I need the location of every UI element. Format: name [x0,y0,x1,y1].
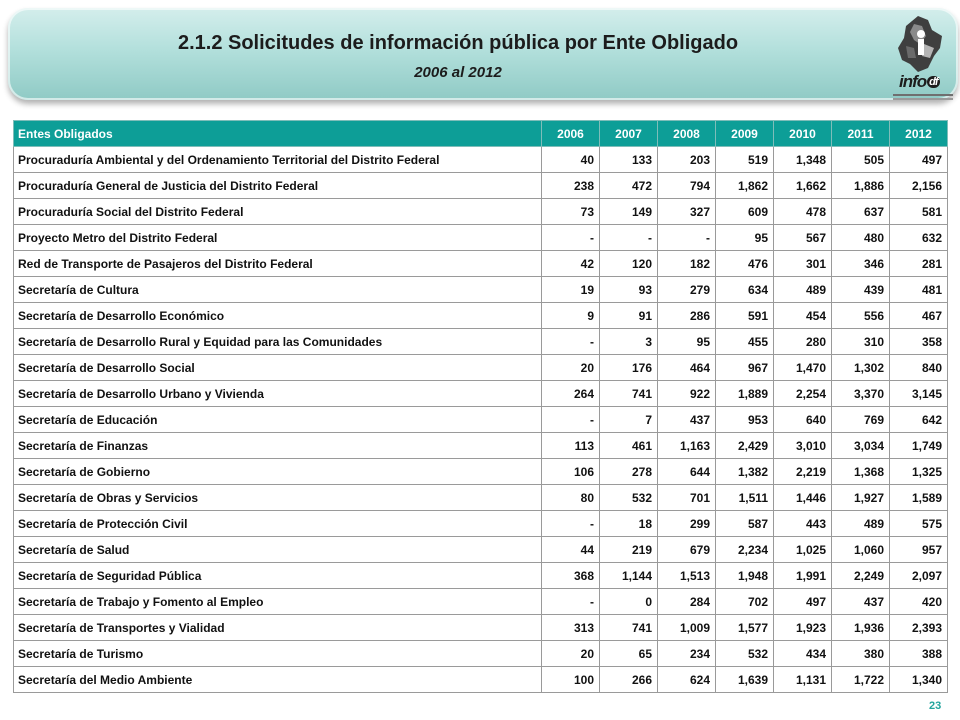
entity-name-cell: Red de Transporte de Pasajeros del Distrito Federal [14,251,542,277]
column-header-year: 2006 [542,121,600,147]
entity-name-cell: Secretaría de Desarrollo Social [14,355,542,381]
request-count-cell: 642 [890,407,948,433]
request-count-cell: 478 [774,199,832,225]
column-header-year: 2008 [658,121,716,147]
table-row [14,459,948,485]
request-count-cell: 286 [658,303,716,329]
entity-name-cell: Secretaría de Desarrollo Urbano y Vivienda [14,381,542,407]
entity-name-cell: Secretaría de Gobierno [14,459,542,485]
request-count-cell: 0 [600,589,658,615]
entity-name-cell: Secretaría de Finanzas [14,433,542,459]
table-row [14,615,948,641]
request-count-cell: 113 [542,433,600,459]
request-count-cell: - [658,225,716,251]
table-row [14,329,948,355]
request-count-cell: 176 [600,355,658,381]
request-count-cell: 2,097 [890,563,948,589]
table-row [14,199,948,225]
request-count-cell: 1,163 [658,433,716,459]
requests-table [13,120,948,693]
request-count-cell: 443 [774,511,832,537]
request-count-cell: 967 [716,355,774,381]
request-count-cell: 769 [832,407,890,433]
title-banner [8,8,958,100]
request-count-cell: 327 [658,199,716,225]
request-count-cell: 519 [716,147,774,173]
request-count-cell: 532 [600,485,658,511]
request-count-cell: 1,144 [600,563,658,589]
table-row [14,563,948,589]
request-count-cell: 266 [600,667,658,693]
table-row [14,303,948,329]
request-count-cell: 741 [600,381,658,407]
logo-tagline-lines [893,94,953,96]
request-count-cell: 313 [542,615,600,641]
request-count-cell: 575 [890,511,948,537]
request-count-cell: 1,382 [716,459,774,485]
request-count-cell: 120 [600,251,658,277]
table-row [14,511,948,537]
logo-wordmark: info df [899,72,938,91]
request-count-cell: 467 [890,303,948,329]
entity-name-cell: Procuraduría Social del Distrito Federal [14,199,542,225]
table-row [14,667,948,693]
request-count-cell: 346 [832,251,890,277]
table-row [14,147,948,173]
request-count-cell: 1,948 [716,563,774,589]
request-count-cell: 3,010 [774,433,832,459]
request-count-cell: 556 [832,303,890,329]
request-count-cell: 489 [774,277,832,303]
entity-name-cell: Secretaría de Educación [14,407,542,433]
request-count-cell: 93 [600,277,658,303]
request-count-cell: 133 [600,147,658,173]
table-row [14,355,948,381]
table-header-row [14,121,948,147]
request-count-cell: 439 [832,277,890,303]
request-count-cell: 80 [542,485,600,511]
entity-name-cell: Secretaría de Obras y Servicios [14,485,542,511]
request-count-cell: 2,156 [890,173,948,199]
request-count-cell: 840 [890,355,948,381]
request-count-cell: 1,302 [832,355,890,381]
infodf-logo [884,14,958,104]
request-count-cell: 2,219 [774,459,832,485]
request-count-cell: 587 [716,511,774,537]
request-count-cell: 40 [542,147,600,173]
request-count-cell: 3,034 [832,433,890,459]
request-count-cell: 1,513 [658,563,716,589]
request-count-cell: 461 [600,433,658,459]
request-count-cell: 1,060 [832,537,890,563]
request-count-cell: 1,589 [890,485,948,511]
table-body [14,147,948,693]
request-count-cell: 1,639 [716,667,774,693]
request-count-cell: 1,131 [774,667,832,693]
entity-name-cell: Procuraduría Ambiental y del Ordenamiento Territorial del Distrito Federal [14,147,542,173]
request-count-cell: 1,446 [774,485,832,511]
request-count-cell: 1,511 [716,485,774,511]
request-count-cell: 1,991 [774,563,832,589]
table-row [14,537,948,563]
request-count-cell: 624 [658,667,716,693]
request-count-cell: 476 [716,251,774,277]
request-count-cell: 637 [832,199,890,225]
page-subtitle: 2006 al 2012 [414,64,502,81]
entity-name-cell: Proyecto Metro del Distrito Federal [14,225,542,251]
page-title: 2.1.2 Solicitudes de información pública por Ente Obligado [177,32,739,54]
table-row [14,485,948,511]
request-count-cell: 489 [832,511,890,537]
request-count-cell: - [542,589,600,615]
request-count-cell: 2,429 [716,433,774,459]
column-header-year: 2011 [832,121,890,147]
request-count-cell: 2,234 [716,537,774,563]
request-count-cell: 1,936 [832,615,890,641]
request-count-cell: 567 [774,225,832,251]
request-count-cell: 632 [890,225,948,251]
request-count-cell: 1,368 [832,459,890,485]
request-count-cell: 1,025 [774,537,832,563]
table-row [14,173,948,199]
request-count-cell: - [542,407,600,433]
request-count-cell: 238 [542,173,600,199]
request-count-cell: 1,470 [774,355,832,381]
request-count-cell: 3 [600,329,658,355]
request-count-cell: 3,145 [890,381,948,407]
request-count-cell: 301 [774,251,832,277]
entity-name-cell: Secretaría de Desarrollo Económico [14,303,542,329]
request-count-cell: 794 [658,173,716,199]
request-count-cell: 480 [832,225,890,251]
request-count-cell: - [542,329,600,355]
request-count-cell: 95 [658,329,716,355]
request-count-cell: 299 [658,511,716,537]
request-count-cell: 95 [716,225,774,251]
request-count-cell: 472 [600,173,658,199]
request-count-cell: 2,393 [890,615,948,641]
request-count-cell: 1,923 [774,615,832,641]
request-count-cell: 420 [890,589,948,615]
request-count-cell: 368 [542,563,600,589]
request-count-cell: 1,577 [716,615,774,641]
request-count-cell: 388 [890,641,948,667]
request-count-cell: 741 [600,615,658,641]
request-count-cell: 279 [658,277,716,303]
request-count-cell: 1,340 [890,667,948,693]
request-count-cell: 437 [832,589,890,615]
request-count-cell: 20 [542,355,600,381]
request-count-cell: 497 [890,147,948,173]
column-header-year: 2007 [600,121,658,147]
request-count-cell: 591 [716,303,774,329]
entity-name-cell: Procuraduría General de Justicia del Distrito Federal [14,173,542,199]
request-count-cell: 640 [774,407,832,433]
page-number: 23 [929,700,942,712]
request-count-cell: - [542,511,600,537]
request-count-cell: 234 [658,641,716,667]
request-count-cell: 310 [832,329,890,355]
request-count-cell: 1,325 [890,459,948,485]
request-count-cell: 219 [600,537,658,563]
entity-name-cell: Secretaría de Turismo [14,641,542,667]
request-count-cell: 106 [542,459,600,485]
column-header-year: 2009 [716,121,774,147]
request-count-cell: 455 [716,329,774,355]
request-count-cell: 1,662 [774,173,832,199]
request-count-cell: 1,722 [832,667,890,693]
column-header-year: 2012 [890,121,948,147]
request-count-cell: 42 [542,251,600,277]
request-count-cell: 18 [600,511,658,537]
request-count-cell: 532 [716,641,774,667]
request-count-cell: 9 [542,303,600,329]
table-row [14,225,948,251]
request-count-cell: - [542,225,600,251]
request-count-cell: 380 [832,641,890,667]
table-row [14,407,948,433]
request-count-cell: 280 [774,329,832,355]
request-count-cell: 1,862 [716,173,774,199]
request-count-cell: - [600,225,658,251]
column-header-entity: Entes Obligados [14,121,542,147]
request-count-cell: 634 [716,277,774,303]
request-count-cell: 701 [658,485,716,511]
request-count-cell: 922 [658,381,716,407]
table-row [14,251,948,277]
request-count-cell: 100 [542,667,600,693]
request-count-cell: 203 [658,147,716,173]
table-row [14,641,948,667]
table-row [14,589,948,615]
request-count-cell: 73 [542,199,600,225]
request-count-cell: 497 [774,589,832,615]
request-count-cell: 644 [658,459,716,485]
request-count-cell: 281 [890,251,948,277]
request-count-cell: 481 [890,277,948,303]
request-count-cell: 454 [774,303,832,329]
request-count-cell: 434 [774,641,832,667]
request-count-cell: 149 [600,199,658,225]
request-count-cell: 182 [658,251,716,277]
request-count-cell: 702 [716,589,774,615]
request-count-cell: 1,009 [658,615,716,641]
request-count-cell: 278 [600,459,658,485]
request-count-cell: 464 [658,355,716,381]
request-count-cell: 505 [832,147,890,173]
entity-name-cell: Secretaría de Trabajo y Fomento al Empleo [14,589,542,615]
entity-name-cell: Secretaría de Cultura [14,277,542,303]
entity-name-cell: Secretaría de Protección Civil [14,511,542,537]
entity-name-cell: Secretaría de Seguridad Pública [14,563,542,589]
table-row [14,433,948,459]
request-count-cell: 581 [890,199,948,225]
request-count-cell: 609 [716,199,774,225]
entity-name-cell: Secretaría de Salud [14,537,542,563]
request-count-cell: 1,886 [832,173,890,199]
request-count-cell: 437 [658,407,716,433]
request-count-cell: 1,927 [832,485,890,511]
request-count-cell: 91 [600,303,658,329]
column-header-year: 2010 [774,121,832,147]
request-count-cell: 679 [658,537,716,563]
request-count-cell: 44 [542,537,600,563]
request-count-cell: 7 [600,407,658,433]
table-row [14,381,948,407]
request-count-cell: 953 [716,407,774,433]
entity-name-cell: Secretaría de Transportes y Vialidad [14,615,542,641]
request-count-cell: 3,370 [832,381,890,407]
entity-name-cell: Secretaría del Medio Ambiente [14,667,542,693]
request-count-cell: 1,749 [890,433,948,459]
entity-name-cell: Secretaría de Desarrollo Rural y Equidad para las Comunidades [14,329,542,355]
request-count-cell: 264 [542,381,600,407]
request-count-cell: 2,249 [832,563,890,589]
df-map-icon [884,14,958,74]
request-count-cell: 2,254 [774,381,832,407]
request-count-cell: 1,348 [774,147,832,173]
request-count-cell: 358 [890,329,948,355]
request-count-cell: 1,889 [716,381,774,407]
table-row [14,277,948,303]
request-count-cell: 284 [658,589,716,615]
request-count-cell: 65 [600,641,658,667]
request-count-cell: 957 [890,537,948,563]
request-count-cell: 19 [542,277,600,303]
request-count-cell: 20 [542,641,600,667]
